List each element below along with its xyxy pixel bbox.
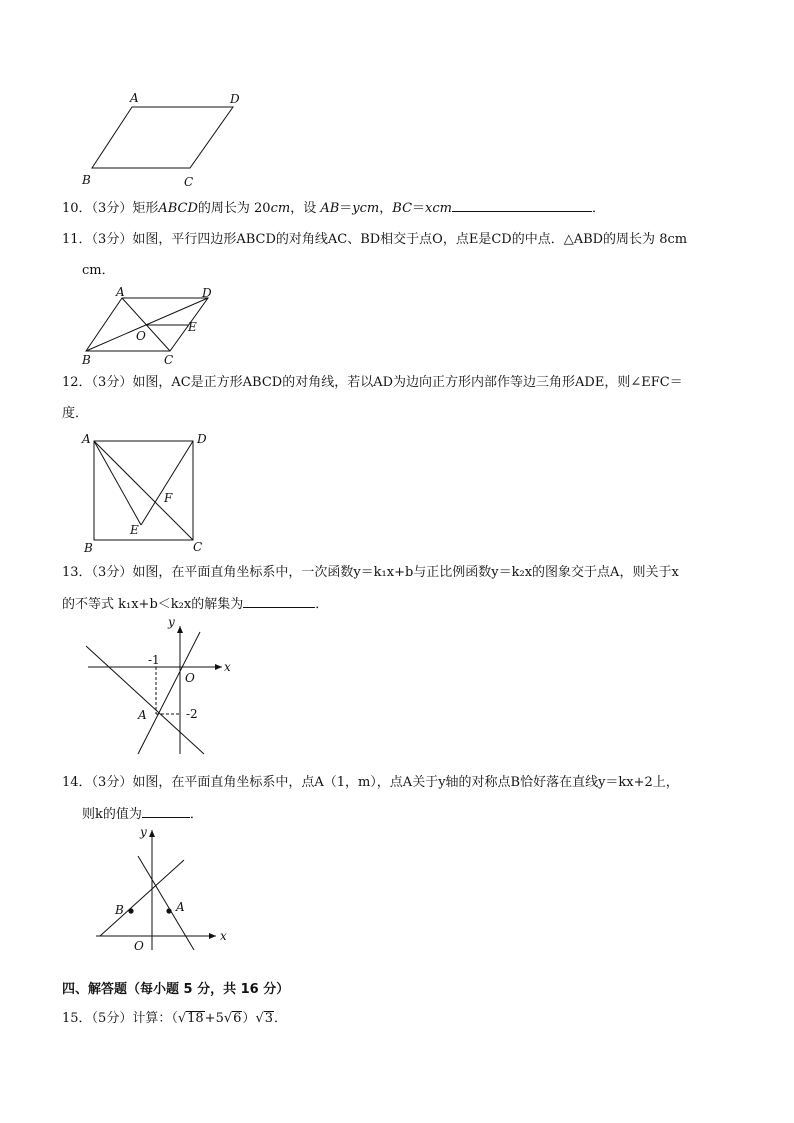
answer-blank: [142, 803, 190, 818]
question-13: 13．（3分）如图，在平面直角坐标系中，一次函数y＝k₁x+b与正比例函数y＝k₂x的图象交于点A，则关于x 的不等式 k₁x+b＜k₂x的解集为 ．: [62, 565, 679, 612]
label-y: y: [168, 615, 175, 629]
label-D: D: [202, 286, 212, 300]
question-12: 12．（3分）如图，AC是正方形ABCD的对角线，若以AD为边向正方形内部作等边三角形ADE，则∠EFC＝ 度．: [62, 375, 683, 421]
label-C: C: [164, 353, 174, 367]
label-neg1: -1: [148, 653, 160, 667]
question-14: 14．（3分）如图，在平面直角坐标系中，点A（1，m），点A关于y轴的对称点B恰好落在直线y＝kx+2上， 则k的值为 ．: [62, 775, 679, 822]
answer-blank: [243, 593, 315, 608]
label-A: A: [116, 285, 125, 299]
sqrt-sign: √: [223, 1011, 233, 1026]
sqrt-sign: √: [255, 1011, 264, 1026]
label-x: x: [220, 929, 227, 943]
label-A: A: [176, 900, 185, 914]
q12-figure: [80, 430, 220, 555]
label-D: D: [230, 92, 240, 106]
label-B: B: [82, 173, 91, 187]
question-10: 10．（3分）矩形ABCD的周长为 20cm，设 AB＝ycm，BC＝xcm ．: [62, 197, 742, 219]
question-15: 15．（5分）计算：（√18+5√6）√3．: [62, 1011, 288, 1026]
sqrt-sign: √: [177, 1011, 187, 1026]
label-O: O: [185, 671, 195, 685]
point-A: [166, 908, 171, 913]
label-x: x: [224, 660, 231, 674]
label-A: A: [82, 432, 91, 446]
label-B: B: [115, 903, 124, 917]
label-B: B: [82, 353, 91, 367]
q13-figure: [82, 614, 242, 762]
label-A: A: [130, 91, 139, 105]
label-y: y: [140, 825, 147, 839]
q11-figure: [80, 285, 230, 367]
parallelogram-figure-top: [80, 90, 260, 190]
label-O: O: [134, 939, 144, 953]
label-C: C: [193, 540, 203, 554]
point-B: [128, 908, 133, 913]
section-4-title: 四、解答题（每小题 5 分，共 16 分）: [62, 982, 290, 997]
q14-figure: [82, 822, 242, 952]
label-neg2: -2: [186, 707, 198, 721]
label-C: C: [184, 175, 194, 189]
label-O: O: [136, 329, 146, 343]
label-E: E: [130, 523, 139, 537]
label-F: F: [164, 491, 173, 505]
label-D: D: [197, 432, 207, 446]
question-11: 11．（3分）如图，平行四边形ABCD的对角线AC、BD相交于点O，点E是CD的中点．△ABD的周长为 8cm cm．: [62, 232, 688, 278]
answer-blank: [452, 197, 592, 212]
label-A: A: [138, 708, 147, 722]
label-E: E: [188, 320, 197, 334]
label-B: B: [84, 541, 93, 555]
